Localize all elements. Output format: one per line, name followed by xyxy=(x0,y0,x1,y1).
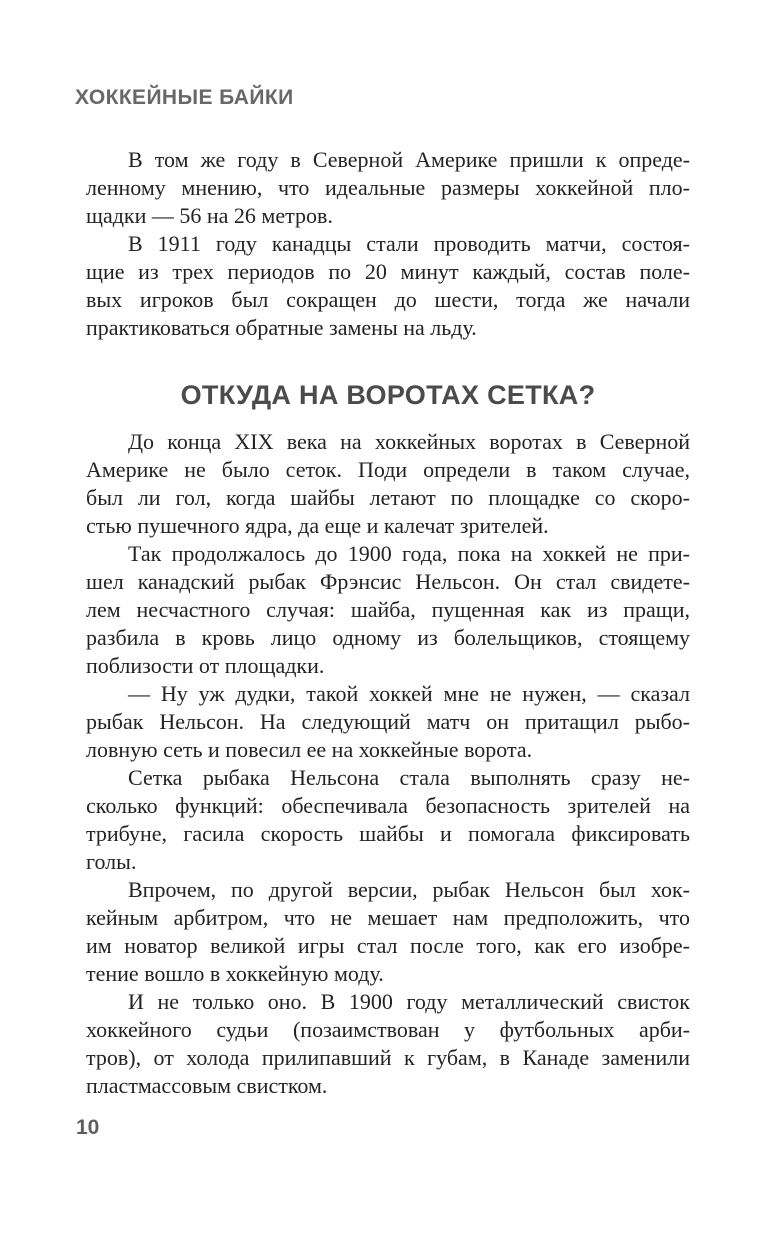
text-line: щадки — 56 на 26 метров. xyxy=(86,203,333,228)
text-line: хоккейного судьи (позаимствован у футбольных арби- xyxy=(86,1017,690,1042)
text-line: — Ну уж дудки, такой хоккей мне не нужен, — сказал xyxy=(128,681,690,706)
text-line: кейным арбитром, что не мешает нам предположить, что xyxy=(86,905,690,930)
paragraph xyxy=(86,764,690,876)
section-heading: ОТКУДА НА ВОРОТАХ СЕТКА? xyxy=(180,380,596,410)
text-column xyxy=(86,146,690,1100)
text-line: И не только оно. В 1900 году металлический свисток xyxy=(128,989,690,1014)
text-line: лем несчастного случая: шайба, пущенная как из пращи, xyxy=(86,597,690,622)
text-line: разбила в кровь лицо одному из болельщиков, стоящему xyxy=(86,625,690,650)
text-line: щие из трех периодов по 20 минут каждый, состав поле- xyxy=(86,259,690,284)
text-line: рыбак Нельсон. На следующий матч он притащил рыбо- xyxy=(86,709,690,734)
text-line: До конца XIX века на хоккейных воротах в Северной xyxy=(128,429,690,454)
paragraph xyxy=(86,146,690,230)
text-line: вых игроков был сокращен до шести, тогда же начали xyxy=(86,287,690,312)
text-line: В том же году в Северной Америке пришли к опреде- xyxy=(128,147,690,172)
text-line: был ли гол, когда шайбы летают по площадке со скоро- xyxy=(86,485,690,510)
text-line: шел канадский рыбак Фрэнсис Нельсон. Он стал свидете- xyxy=(86,569,690,594)
paragraph xyxy=(86,680,690,764)
page-number: 10 xyxy=(76,1116,100,1139)
text-line: В 1911 году канадцы стали проводить матчи, состоя- xyxy=(128,231,690,256)
text-line: практиковаться обратные замены на льду. xyxy=(86,315,477,340)
text-line: тров), от холода прилипавший к губам, в Канаде заменили xyxy=(86,1045,690,1070)
text-line: им новатор великой игры стал после того, как его изобре- xyxy=(86,933,690,958)
text-line: пластмассовым свистком. xyxy=(86,1073,328,1098)
paragraph xyxy=(86,540,690,680)
text-line: Сетка рыбака Нельсона стала выполнять сразу не- xyxy=(128,765,690,790)
paragraph xyxy=(86,988,690,1100)
paragraph xyxy=(86,876,690,988)
text-line: ленному мнению, что идеальные размеры хоккейной пло- xyxy=(86,175,690,200)
text-line: стью пушечного ядра, да еще и калечат зрителей. xyxy=(86,513,549,538)
paragraph xyxy=(86,230,690,342)
paragraph xyxy=(86,428,690,540)
text-line: сколько функций: обеспечивала безопасность зрителей на xyxy=(86,793,690,818)
text-line: тение вошло в хоккейную моду. xyxy=(86,961,384,986)
text-line: Так продолжалось до 1900 года, пока на хоккей не при- xyxy=(128,541,690,566)
text-line: Америке не было сеток. Поди определи в таком случае, xyxy=(86,457,690,482)
text-line: ловную сеть и повесил ее на хоккейные ворота. xyxy=(86,737,533,762)
text-line: поблизости от площадки. xyxy=(86,653,325,678)
running-header: ХОККЕЙНЫЕ БАЙКИ xyxy=(75,86,294,109)
text-line: Впрочем, по другой версии, рыбак Нельсон был хок- xyxy=(128,877,690,902)
text-line: трибуне, гасила скорость шайбы и помогала фиксировать xyxy=(86,821,690,846)
text-line: голы. xyxy=(86,849,137,874)
